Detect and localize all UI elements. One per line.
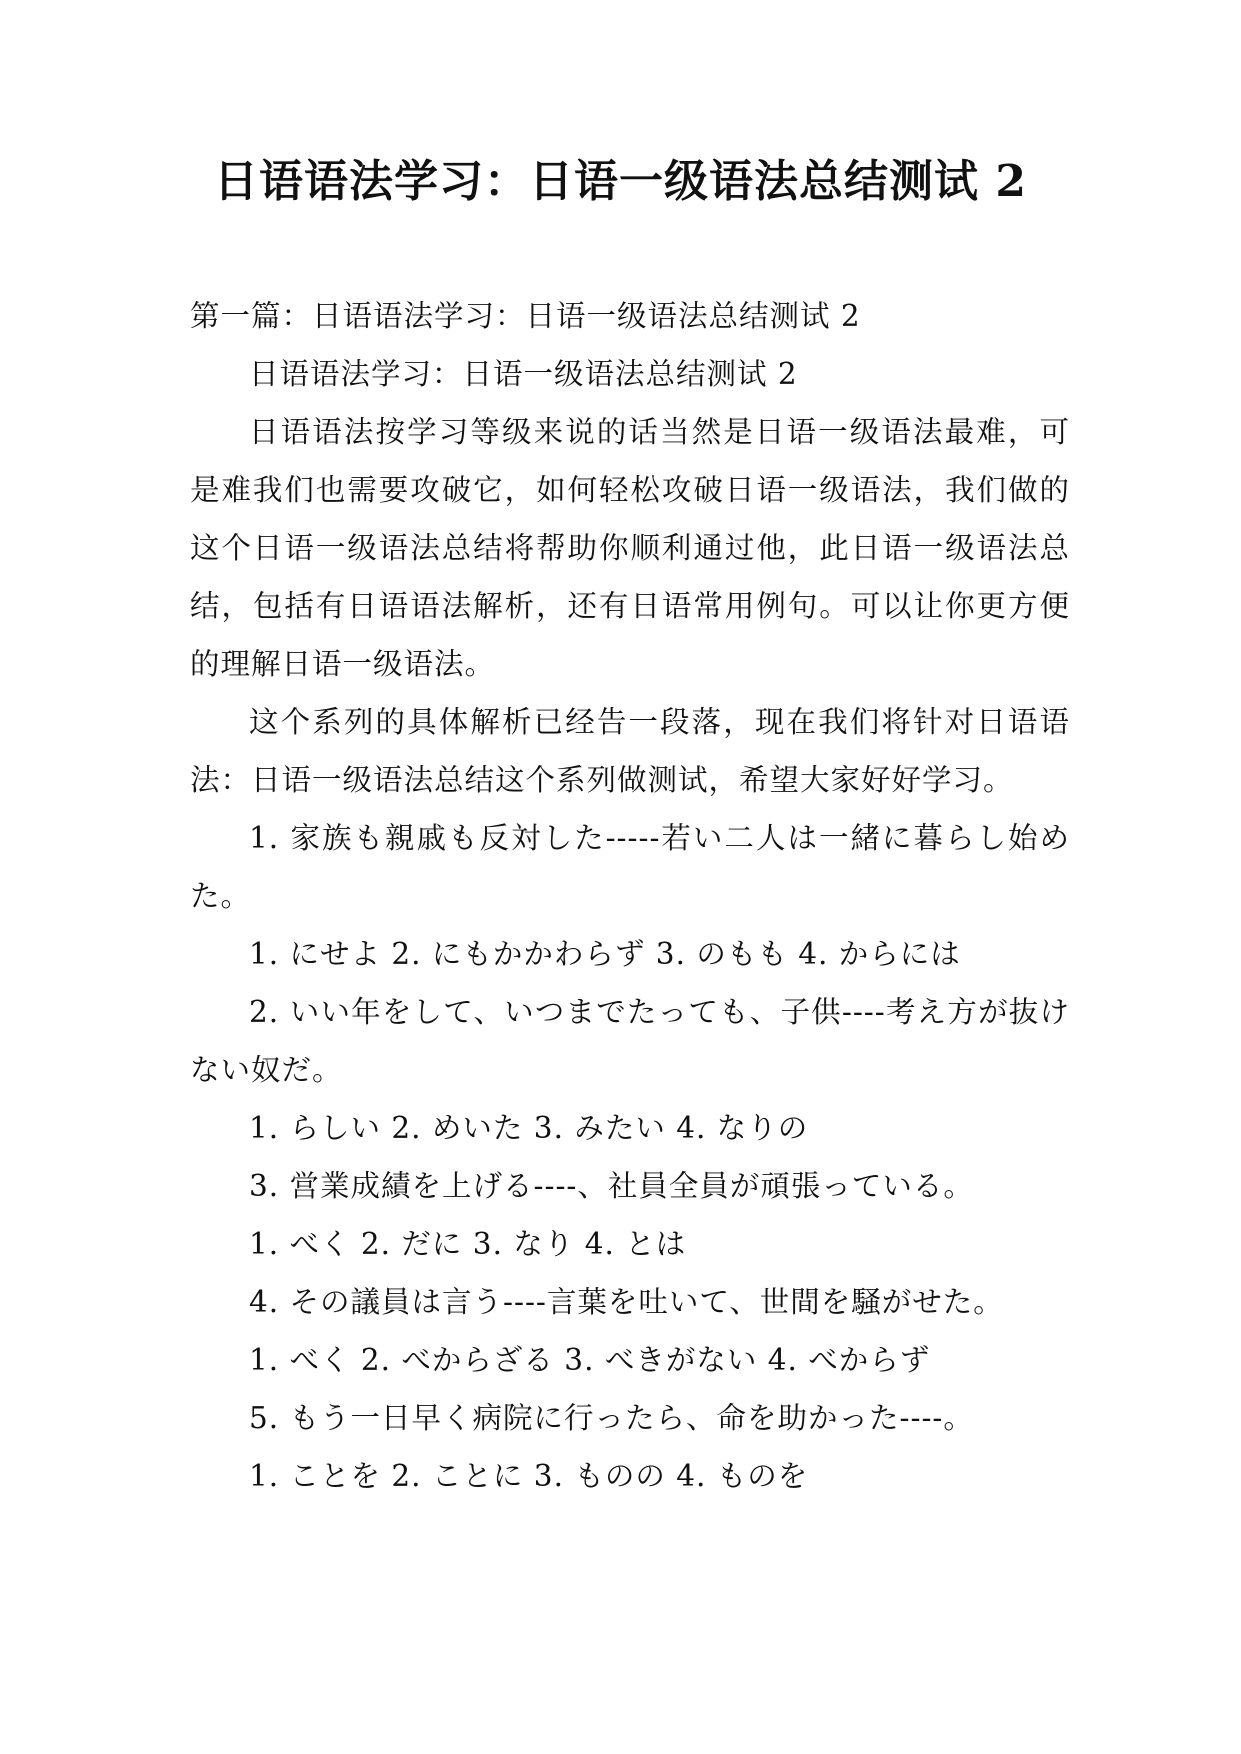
question-5: 5. もう一日早く病院に行ったら、命を助かった----。 [249, 1401, 974, 1435]
question-5-options: 1. ことを 2. ことに 3. ものの 4. ものを [249, 1459, 809, 1493]
question-4: 4. その議員は言う----言葉を吐いて、世間を騒がせた。 [249, 1285, 1004, 1319]
document-title: 日语语法学习：日语一级语法总结测试 2 [214, 156, 1027, 207]
test-intro-paragraph: 这个系列的具体解析已经告一段落，现在我们将针对日语语法：日语一级语法总结这个系列做测试，希望大家好好学习。 [190, 705, 1070, 797]
subtitle-paragraph: 日语语法学习：日语一级语法总结测试 2 [249, 357, 798, 391]
document-body [190, 287, 1070, 1505]
question-4-options: 1. べく 2. べからざる 3. べきがない 4. べからず [249, 1343, 931, 1377]
intro-paragraph: 日语语法按学习等级来说的话当然是日语一级语法最难，可是难我们也需要攻破它，如何轻松攻破日语一级语法，我们做的这个日语一级语法总结将帮助你顺利通过他，此日语一级语法总结，包括有日语语法解析，还有日语常用例句。可以让你更方便的理解日语一级语法。 [190, 415, 1070, 681]
question-1: 1. 家族も親戚も反対した-----若い二人は一緒に暮らし始めた。 [190, 821, 1070, 913]
question-2-options: 1. らしい 2. めいた 3. みたい 4. なりの [249, 1111, 809, 1145]
question-3-options: 1. べく 2. だに 3. なり 4. とは [249, 1227, 687, 1261]
question-3: 3. 営業成績を上げる----、社員全員が頑張っている。 [249, 1169, 974, 1203]
question-2: 2. いい年をして、いつまでたっても、子供----考え方が抜けない奴だ。 [190, 995, 1070, 1087]
section-heading: 第一篇：日语语法学习：日语一级语法总结测试 2 [190, 299, 861, 333]
question-1-options: 1. にせよ 2. にもかかわらず 3. のもも 4. からには [249, 937, 961, 971]
